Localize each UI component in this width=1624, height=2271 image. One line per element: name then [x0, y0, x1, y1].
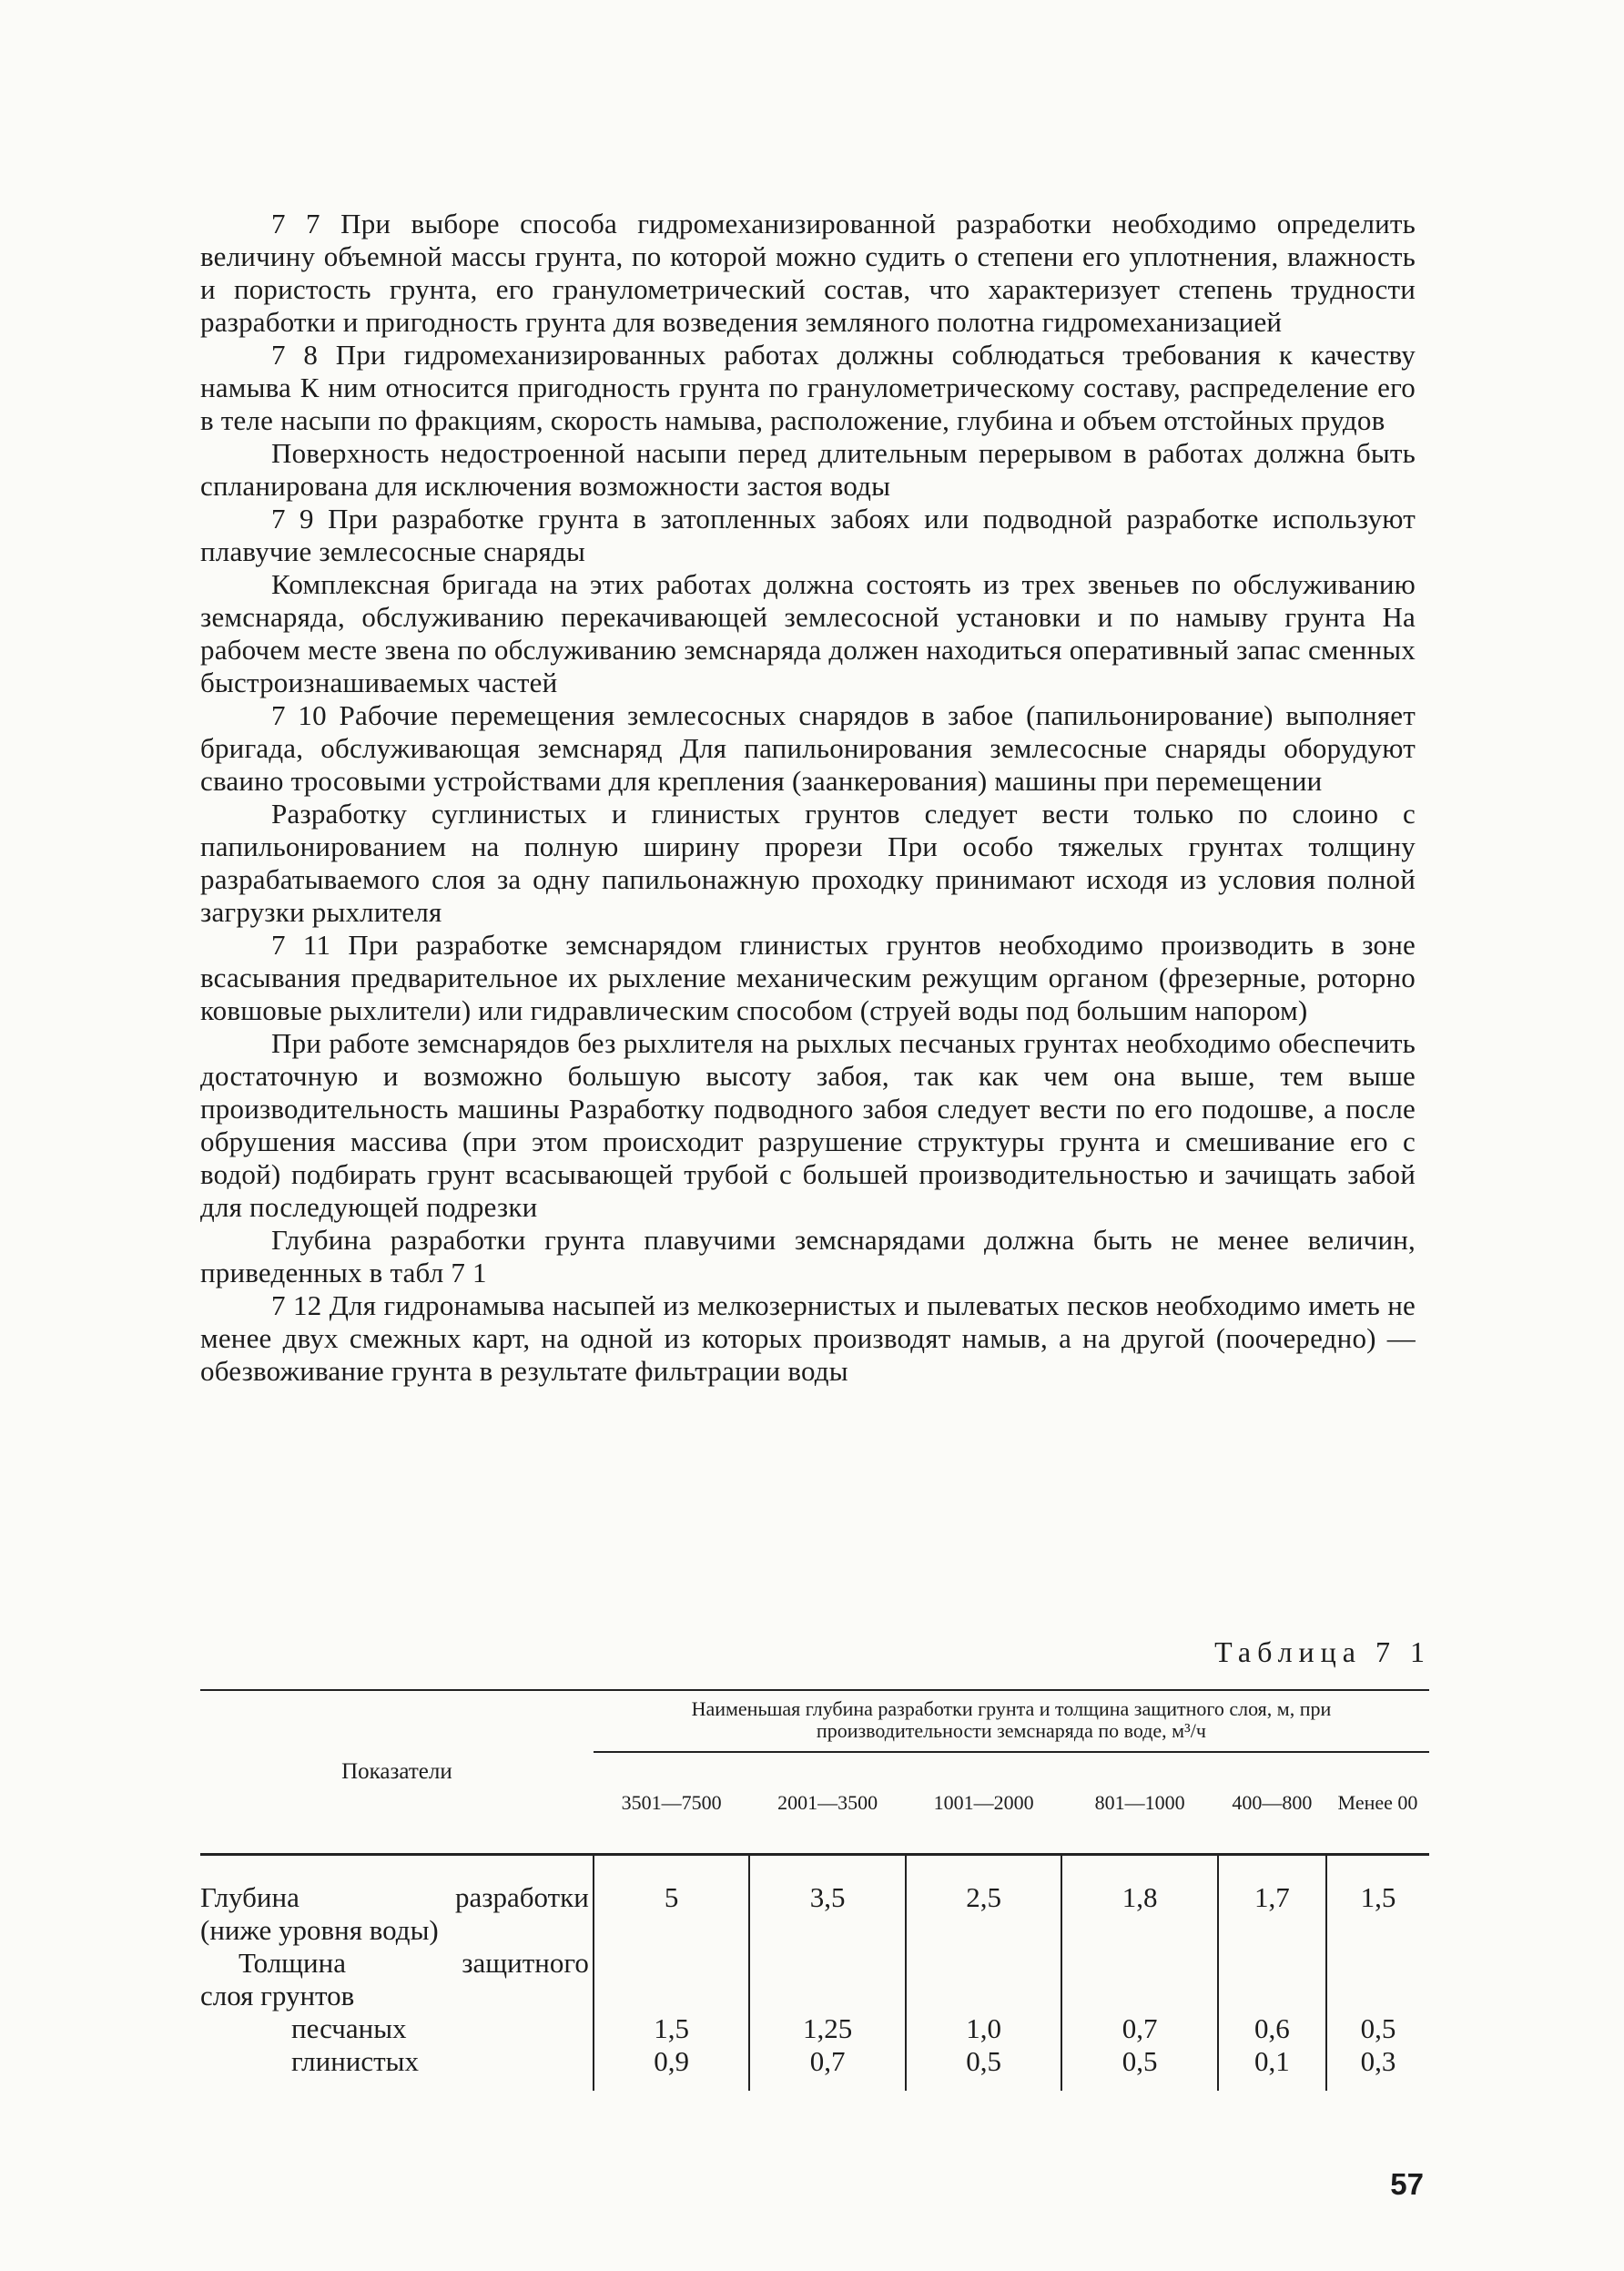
table-header-row [200, 1690, 1429, 1752]
table-row-depth [200, 1881, 1429, 1947]
col-header-3501-7500: 3501—7500 [594, 1752, 750, 1855]
paragraph-sandy-soils: При работе земснарядов без рыхлителя на рыхлых песчаных грунтах необходимо обеспечить достаточную и возможно большую высоту забоя, так как чем она выше, тем выше производительность машины Разработку подводного забоя следует вести по его подошве, а после обрушения массива (при этом происходит разрушение структуры грунта и смешивание его с водой) подбирать грунт всасывающей трубой с большей производительностью и зачищать забой для последующей подрезки [200, 1027, 1416, 1223]
clay-value: 0,5 [1061, 2045, 1218, 2091]
depth-value: 2,5 [906, 1881, 1062, 1947]
paragraph-7-7: 7 7 При выборе способа гидромеханизированной разработки необходимо определить величину объемной массы грунта, по которой можно судить о степени его уплотнения, влажность и пористость грунта, его гранулометрический состав, что характеризует степень трудности разработки и пригодность грунта для возведения земляного полотна гидромеханизацией [200, 208, 1416, 338]
col-header-less: Менее 00 [1326, 1752, 1429, 1855]
depth-value: 5 [594, 1881, 750, 1947]
sandy-value: 0,6 [1218, 2012, 1326, 2045]
sandy-value: 1,5 [594, 2012, 750, 2045]
body-text [200, 208, 1416, 1388]
clay-label: глинистых [291, 2045, 420, 2077]
table-row-sandy [200, 2012, 1429, 2045]
clay-value: 0,3 [1360, 2045, 1396, 2077]
depth-value: 3,5 [749, 1881, 906, 1947]
sandy-value: 0,7 [1061, 2012, 1218, 2045]
depth-label-line1: Глубина разработки [200, 1881, 589, 1913]
paragraph-brigade: Комплексная бригада на этих работах должна состоять из трех звеньев по обслуживанию земснаряда, обслуживанию перекачивающей землесосной установки и по намыву грунта На рабочем месте звена по обслуживанию земснаряда должен находиться оперативный запас сменных быстроизнашиваемых частей [200, 568, 1416, 698]
sandy-value: 1,0 [906, 2012, 1062, 2045]
paragraph-depth: Глубина разработки грунта плавучими земснарядами должна быть не менее величин, приведенных в табл 7 1 [200, 1224, 1416, 1288]
col-header-400-800: 400—800 [1218, 1752, 1326, 1855]
row-label-clay [200, 2045, 594, 2091]
layer-label-line1: Толщина защитного [239, 1947, 589, 1979]
paragraph-surface: Поверхность недостроенной насыпи перед длительным перерывом в работах должна быть спланирована для исключения возможности застоя воды [200, 437, 1416, 502]
group-column-header: Наименьшая глубина разработки грунта и толщина защитного слоя, м, при производительности земснаряда по воде, м³/ч [594, 1690, 1429, 1752]
paragraph-clay-soils: Разработку суглинистых и глинистых грунтов следует вести только по слоино с папильонированием на полную ширину прорези При особо тяжелых грунтах толщину разрабатываемого слоя за одну папильонажную проходку принимают исходя из условия полной загрузки рыхлителя [200, 798, 1416, 928]
sandy-value: 1,25 [749, 2012, 906, 2045]
paragraph-7-8: 7 8 При гидромеханизированных работах должны соблюдаться требования к качеству намыва К ним относится пригодность грунта по гранулометрическому составу, распределение его в теле насыпи по фракциям, скорость намыва, расположение, глубина и объем отстойных прудов [200, 339, 1416, 436]
clay-value: 0,9 [594, 2045, 750, 2091]
row-label-sandy [200, 2012, 594, 2045]
clay-value: 0,1 [1218, 2045, 1326, 2091]
table-row-clay [200, 2045, 1429, 2091]
clay-value: 0,5 [906, 2045, 1062, 2091]
clay-value: 0,7 [749, 2045, 906, 2091]
col-header-2001-3500: 2001—3500 [749, 1752, 906, 1855]
paragraph-7-12: 7 12 Для гидронамыва насыпей из мелкозернистых и пылеватых песков необходимо иметь не менее двух смежных карт, на одной из которых производят намыв, а на другой (поочередно) — обезвоживание грунта в результате фильтрации воды [200, 1289, 1416, 1387]
paragraph-7-9: 7 9 При разработке грунта в затопленных забоях или подводной разработке используют плавучие землесосные снаряды [200, 503, 1416, 567]
col-header-1001-2000: 1001—2000 [906, 1752, 1062, 1855]
dredging-depth-table [200, 1689, 1429, 2091]
row-label-layer [200, 1947, 594, 2012]
param-column-header: Показатели [200, 1690, 594, 1855]
sandy-label: песчаных [291, 2012, 407, 2044]
row-label-depth [200, 1881, 594, 1947]
col-header-801-1000: 801—1000 [1061, 1752, 1218, 1855]
table-row-layer-heading [200, 1947, 1429, 2012]
table-caption: Таблица 7 1 [1214, 1635, 1431, 1668]
depth-value: 1,7 [1218, 1881, 1326, 1947]
page-number: 57 [1390, 2167, 1424, 2201]
depth-value: 1,8 [1061, 1881, 1218, 1947]
layer-label-line2: слоя грунтов [200, 1980, 355, 2011]
paragraph-7-10: 7 10 Рабочие перемещения землесосных снарядов в забое (папильонирование) выполняет бригада, обслуживающая земснаряд Для папильонирования землесосные снаряды оборудуют сваино тросовыми устройствами для крепления (заанкерования) машины при перемещении [200, 699, 1416, 797]
paragraph-7-11: 7 11 При разработке земснарядом глинистых грунтов необходимо производить в зоне всасывания предварительное их рыхление механическим режущим органом (фрезерные, роторно ковшовые рыхлители) или гидравлическим способом (струей воды под большим напором) [200, 929, 1416, 1026]
sandy-value: 0,5 [1360, 2012, 1396, 2044]
depth-label-line2: (ниже уровня воды) [200, 1914, 439, 1946]
depth-value: 1,5 [1360, 1881, 1396, 1913]
